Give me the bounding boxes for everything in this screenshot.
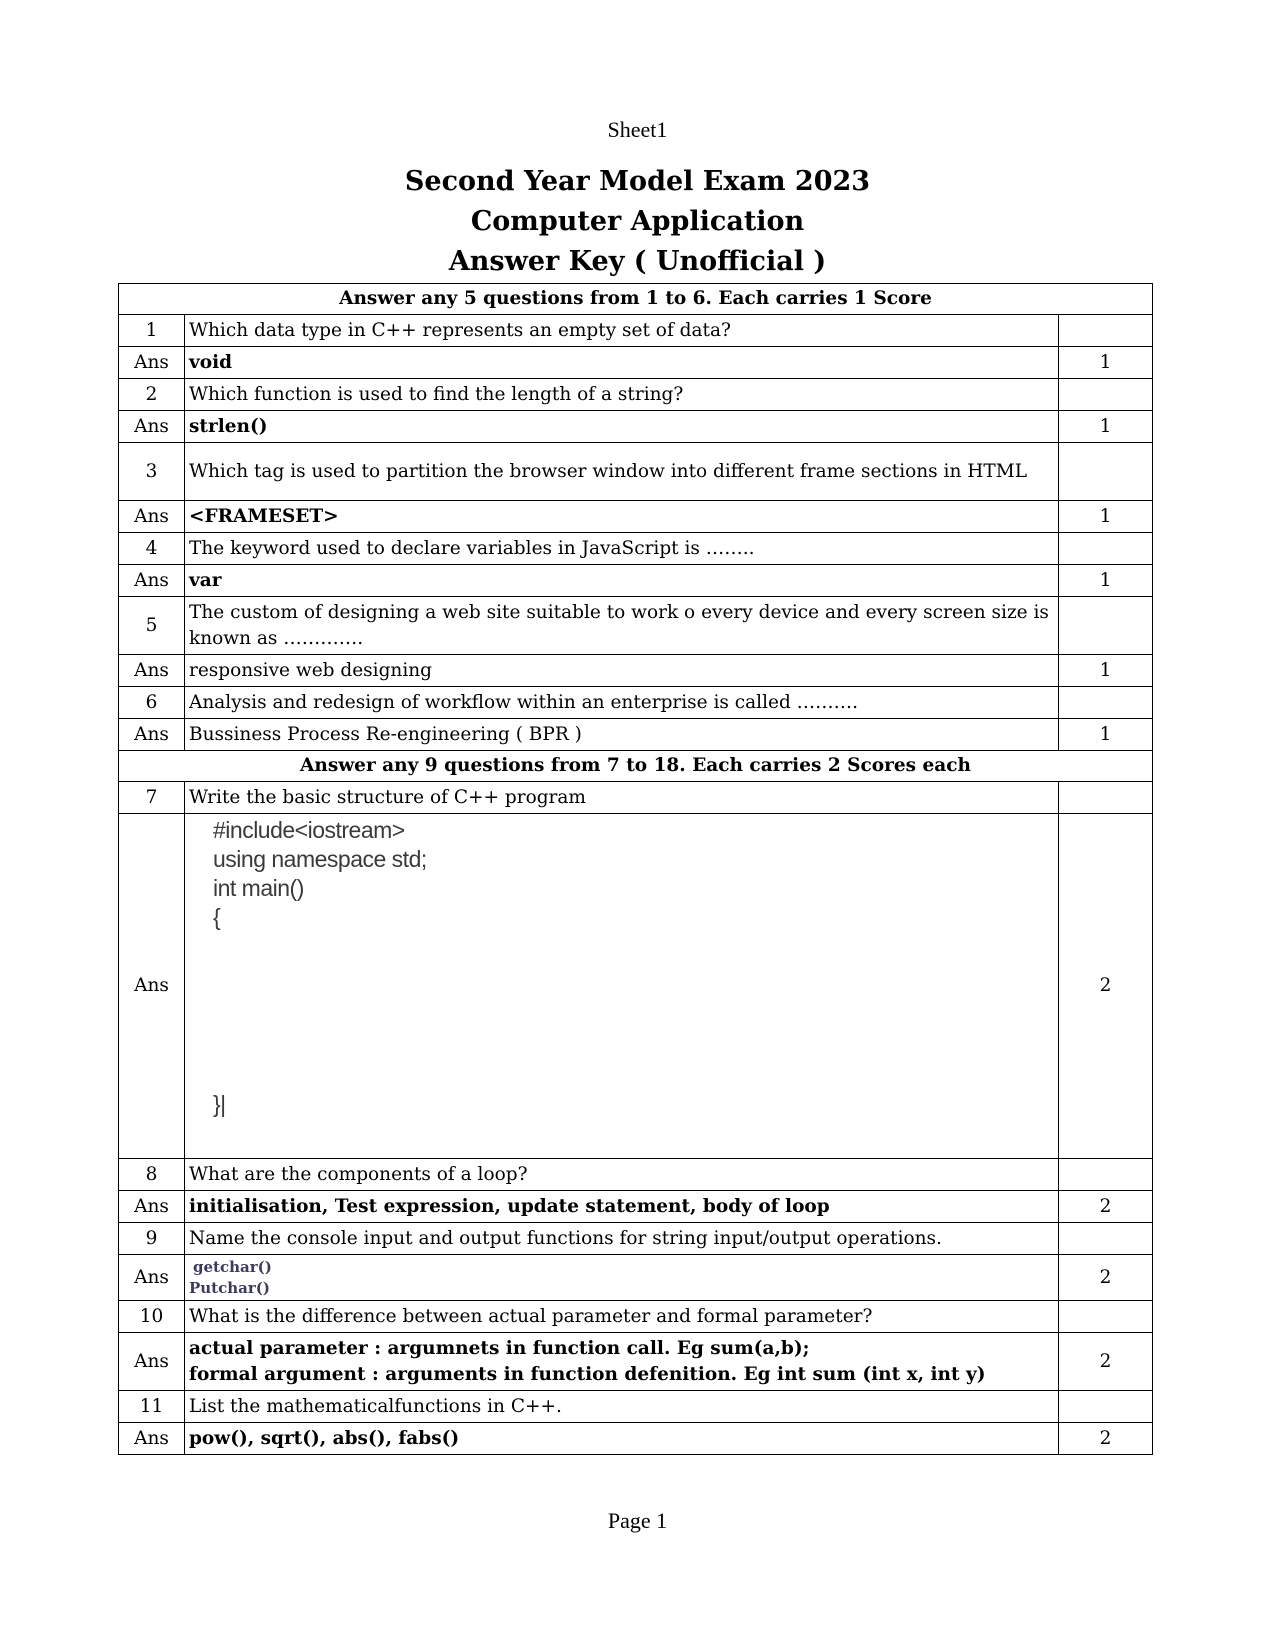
ans-label: Ans <box>119 565 185 597</box>
question-number: 1 <box>119 315 185 347</box>
score-cell <box>1059 1301 1153 1333</box>
score-cell: 1 <box>1059 655 1153 687</box>
question-row <box>119 533 1153 565</box>
score-cell <box>1059 315 1153 347</box>
question-row <box>119 443 1153 501</box>
question-number: 6 <box>119 687 185 719</box>
question-row <box>119 1159 1153 1191</box>
answer-row <box>119 501 1153 533</box>
answer-line-1: actual parameter : argumnets in function call. Eg sum(a,b); <box>189 1337 810 1359</box>
code-line: using namespace std; <box>213 846 427 872</box>
answer-line-2: Putchar() <box>189 1278 270 1297</box>
ans-label: Ans <box>119 1191 185 1223</box>
score-cell <box>1059 443 1153 501</box>
answer-row <box>119 655 1153 687</box>
ans-label: Ans <box>119 719 185 751</box>
answer-row <box>119 411 1153 443</box>
ans-label: Ans <box>119 655 185 687</box>
question-text: List the mathematicalfunctions in C++. <box>185 1391 1059 1423</box>
code-line: }| <box>213 1091 226 1117</box>
code-line: int main() <box>213 875 304 901</box>
score-cell: 1 <box>1059 347 1153 379</box>
question-text: What is the difference between actual parameter and formal parameter? <box>185 1301 1059 1333</box>
question-text: Write the basic structure of C++ program <box>185 782 1059 814</box>
answer-text: initialisation, Test expression, update statement, body of loop <box>185 1191 1059 1223</box>
section-header-1 <box>119 284 1153 315</box>
code-snippet-cell <box>185 814 1059 1159</box>
answer-row <box>119 719 1153 751</box>
ans-label: Ans <box>119 1333 185 1391</box>
question-row <box>119 1223 1153 1255</box>
question-text: Which tag is used to partition the browser window into different frame sections in HTML <box>185 443 1059 501</box>
question-text: Which function is used to find the length of a string? <box>185 379 1059 411</box>
answer-row <box>119 1191 1153 1223</box>
question-number: 5 <box>119 597 185 655</box>
question-number: 9 <box>119 1223 185 1255</box>
score-cell: 2 <box>1059 1255 1153 1301</box>
code-line: #include<iostream> <box>213 817 405 843</box>
question-row <box>119 687 1153 719</box>
score-cell: 2 <box>1059 814 1153 1159</box>
question-number: 10 <box>119 1301 185 1333</box>
answer-line-2: formal argument : arguments in function defenition. Eg int sum (int x, int y) <box>189 1363 986 1385</box>
answer-text: strlen() <box>185 411 1059 443</box>
question-number: 2 <box>119 379 185 411</box>
question-text: The custom of designing a web site suitable to work o every device and every screen size is known as …………. <box>185 597 1059 655</box>
question-row <box>119 315 1153 347</box>
answer-row <box>119 1333 1153 1391</box>
question-text: Analysis and redesign of workflow within an enterprise is called ………. <box>185 687 1059 719</box>
ans-label: Ans <box>119 1255 185 1301</box>
question-number: 11 <box>119 1391 185 1423</box>
question-text: Which data type in C++ represents an empty set of data? <box>185 315 1059 347</box>
question-number: 4 <box>119 533 185 565</box>
score-cell: 1 <box>1059 719 1153 751</box>
answer-text: pow(), sqrt(), abs(), fabs() <box>185 1423 1059 1455</box>
title-line-1: Second Year Model Exam 2023 <box>404 166 871 197</box>
score-cell: 1 <box>1059 501 1153 533</box>
score-cell <box>1059 597 1153 655</box>
question-row <box>119 1301 1153 1333</box>
score-cell <box>1059 1391 1153 1423</box>
answer-text: void <box>185 347 1059 379</box>
code-snippet-image <box>213 816 469 1156</box>
ans-label: Ans <box>119 501 185 533</box>
ans-label: Ans <box>119 411 185 443</box>
question-row <box>119 1391 1153 1423</box>
question-text: What are the components of a loop? <box>185 1159 1059 1191</box>
score-cell: 2 <box>1059 1333 1153 1391</box>
answer-text: Bussiness Process Re-engineering ( BPR ) <box>185 719 1059 751</box>
answer-key-table <box>118 283 1153 1455</box>
question-row <box>119 597 1153 655</box>
answer-text: var <box>185 565 1059 597</box>
question-text: Name the console input and output functions for string input/output operations. <box>185 1223 1059 1255</box>
score-cell: 1 <box>1059 565 1153 597</box>
answer-row <box>119 565 1153 597</box>
sheet-name: Sheet1 <box>607 117 668 142</box>
score-cell: 2 <box>1059 1423 1153 1455</box>
answer-text <box>185 1333 1059 1391</box>
score-cell <box>1059 782 1153 814</box>
score-cell <box>1059 687 1153 719</box>
question-number: 7 <box>119 782 185 814</box>
answer-text: <FRAMESET> <box>185 501 1059 533</box>
title-line-2: Computer Application <box>470 206 805 237</box>
answer-line-1: getchar() <box>193 1257 272 1276</box>
answer-row <box>119 814 1153 1159</box>
answer-row <box>119 1423 1153 1455</box>
ans-label: Ans <box>119 1423 185 1455</box>
score-cell: 1 <box>1059 411 1153 443</box>
section-1-label: Answer any 5 questions from 1 to 6. Each carries 1 Score <box>119 284 1153 315</box>
section-2-label: Answer any 9 questions from 7 to 18. Each carries 2 Scores each <box>119 751 1153 782</box>
ans-label: Ans <box>119 347 185 379</box>
answer-text: responsive web designing <box>185 655 1059 687</box>
score-cell <box>1059 1159 1153 1191</box>
answer-row <box>119 347 1153 379</box>
answer-text <box>185 1255 1059 1301</box>
score-cell <box>1059 1223 1153 1255</box>
code-line: { <box>213 904 221 930</box>
question-number: 8 <box>119 1159 185 1191</box>
question-row <box>119 379 1153 411</box>
question-text: The keyword used to declare variables in JavaScript is …….. <box>185 533 1059 565</box>
title-line-3: Answer Key ( Unofficial ) <box>448 246 827 277</box>
page-number: Page 1 <box>607 1508 668 1533</box>
ans-label: Ans <box>119 814 185 1159</box>
score-cell: 2 <box>1059 1191 1153 1223</box>
section-header-2 <box>119 751 1153 782</box>
exam-title <box>0 162 1275 282</box>
score-cell <box>1059 533 1153 565</box>
answer-row <box>119 1255 1153 1301</box>
question-number: 3 <box>119 443 185 501</box>
code-blank-space <box>213 932 469 1090</box>
score-cell <box>1059 379 1153 411</box>
question-row <box>119 782 1153 814</box>
